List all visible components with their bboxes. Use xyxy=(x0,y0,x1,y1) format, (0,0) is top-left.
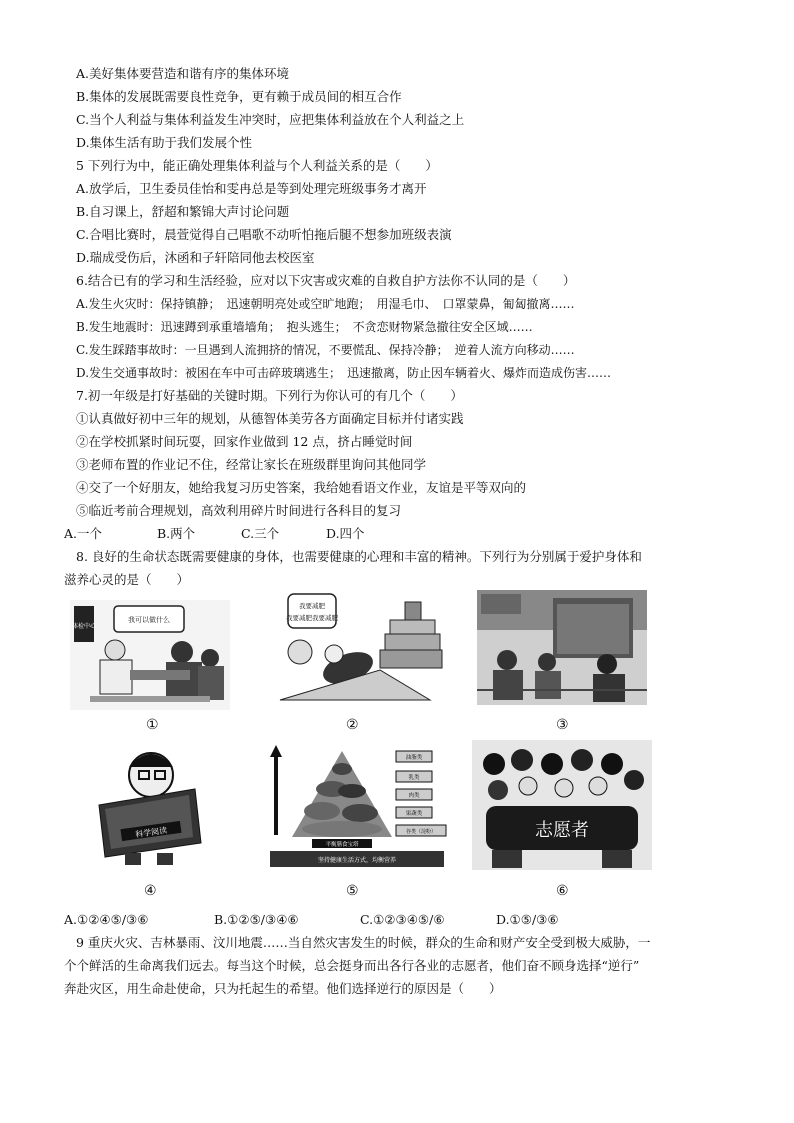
q7-item-5: ⑤临近考前合理规划，高效利用碎片时间进行各科目的复习 xyxy=(76,503,402,518)
q9-line1: 9 重庆火灾、吉林暴雨、汶川地震……当自然灾害发生的时候，群众的生命和财产安全受到极大威胁，一 xyxy=(76,935,651,950)
img2-bubble-line2: 我要减肥我要减肥 xyxy=(286,614,338,622)
img5-label-1: 油脂类 xyxy=(405,755,423,761)
q6-stem: 6.结合已有的学习和生活经验，应对以下灾害或灾难的自救自护方法你不认同的是（ ） xyxy=(76,273,576,288)
q8-option-c: C.①②③④⑤/⑥ xyxy=(360,912,445,927)
image-number-6: ⑥ xyxy=(556,883,569,899)
image-number-2: ② xyxy=(346,717,359,733)
q9-line2: 个个鲜活的生命离我们远去。每当这个时候，总会挺身而出各行各业的志愿者，他们奋不顾身选择“逆行” xyxy=(64,958,640,973)
img5-label-4: 果蔬类 xyxy=(405,811,423,817)
img2-bubble-line1: 我要减肥 xyxy=(299,602,325,610)
img5-label-3: 肉类 xyxy=(408,793,420,799)
q8-stem-line2: 滋养心灵的是（ ） xyxy=(64,572,190,587)
q8-option-d: D.①⑤/③⑥ xyxy=(496,912,559,927)
q7-item-2: ②在学校抓紧时间玩耍，回家作业做到 12 点，挤占睡觉时间 xyxy=(76,434,413,449)
img5-title-text: 平衡膳食宝塔 xyxy=(325,842,359,848)
q5-stem: 5 下列行为中，能正确处理集体利益与个人利益关系的是（ ） xyxy=(76,158,438,173)
image-number-5: ⑤ xyxy=(346,883,359,899)
cartoon-image-5 xyxy=(262,745,452,870)
q8-option-a: A.①②④⑤/③⑥ xyxy=(64,912,149,927)
q6-option-a: A.发生火灾时：保持镇静； 迅速朝明亮处或空旷地跑； 用湿毛巾、 口罩蒙鼻，匍匐撤离…… xyxy=(76,297,575,311)
cartoon-image-2 xyxy=(270,590,445,710)
image-number-3: ③ xyxy=(556,717,569,733)
q7-item-3: ③老师布置的作业记不住，经常让家长在班级群里询问其他同学 xyxy=(76,457,427,472)
q5-option-b: B.自习课上，舒超和繁锦大声讨论问题 xyxy=(76,204,290,219)
q4-option-a: A.美好集体要营造和谐有序的集体环境 xyxy=(76,66,290,81)
img6-banner-text: 志愿者 xyxy=(535,820,589,841)
q7-option-a: A.一个 xyxy=(64,526,103,541)
q8-option-b: B.①②⑤/③④⑥ xyxy=(214,912,299,927)
q7-item-1: ①认真做好初中三年的规划，从德智体美劳各方面确定目标并付诸实践 xyxy=(76,411,464,426)
q4-option-c: C.当个人利益与集体利益发生冲突时，应把集体利益放在个人利益之上 xyxy=(76,112,465,127)
q6-option-b: B.发生地震时：迅速蹲到承重墙墙角； 抱头逃生； 不贪恋财物紧急撤往安全区域…… xyxy=(76,320,533,334)
img5-caption-text: 坚持健康生活方式，均衡营养 xyxy=(317,857,397,864)
q7-stem: 7.初一年级是打好基础的关键时期。下列行为你认可的有几个（ ） xyxy=(76,388,463,403)
cartoon-image-3 xyxy=(477,590,647,705)
q5-option-c: C.合唱比赛时，晨萱觉得自己唱歌不动听怕拖后腿不想参加班级表演 xyxy=(76,227,452,242)
image-number-4: ④ xyxy=(144,883,157,899)
cartoon-image-4 xyxy=(85,745,215,865)
img5-label-2: 乳类 xyxy=(408,775,420,781)
q7-option-c: C.三个 xyxy=(241,526,280,541)
q4-option-d: D.集体生活有助于我们发展个性 xyxy=(76,135,253,150)
img1-sign-text: 体检中心 xyxy=(71,623,97,630)
q5-option-d: D.瑞成受伤后，沐函和子轩陪同他去校医室 xyxy=(76,250,315,265)
q7-item-4: ④交了一个好朋友，她给我复习历史答案，我给她看语文作业，友谊是平等双向的 xyxy=(76,480,527,495)
img5-label-5: 谷类（淀粉） xyxy=(405,829,437,835)
q8-stem-line1: 8. 良好的生命状态既需要健康的身体，也需要健康的心理和丰富的精神。下列行为分别属于爱护身体和 xyxy=(76,549,642,564)
q5-option-a: A.放学后，卫生委员佳怡和雯冉总是等到处理完班级事务才离开 xyxy=(76,181,427,196)
img1-bubble-text: 我可以做什么 xyxy=(128,616,170,624)
q6-option-d: D.发生交通事故时：被困在车中可击碎玻璃逃生； 迅速撤离，防止因车辆着火、爆炸而造成伤害…… xyxy=(76,366,612,380)
q7-option-b: B.两个 xyxy=(157,526,196,541)
q6-option-c: C.发生踩踏事故时：一旦遇到人流拥挤的情况，不要慌乱、保持冷静； 逆着人流方向移动…… xyxy=(76,343,575,357)
image-number-1: ① xyxy=(146,717,159,733)
q4-option-b: B.集体的发展既需要良性竞争，更有赖于成员间的相互合作 xyxy=(76,89,402,104)
q9-line3: 奔赴灾区，用生命赴使命，只为托起生的希望。他们选择逆行的原因是（ ） xyxy=(64,981,502,996)
img4-book-text: 科学阅读 xyxy=(134,825,168,840)
q7-option-d: D.四个 xyxy=(326,526,365,541)
cartoon-image-6 xyxy=(472,740,652,870)
cartoon-image-1 xyxy=(70,600,230,710)
